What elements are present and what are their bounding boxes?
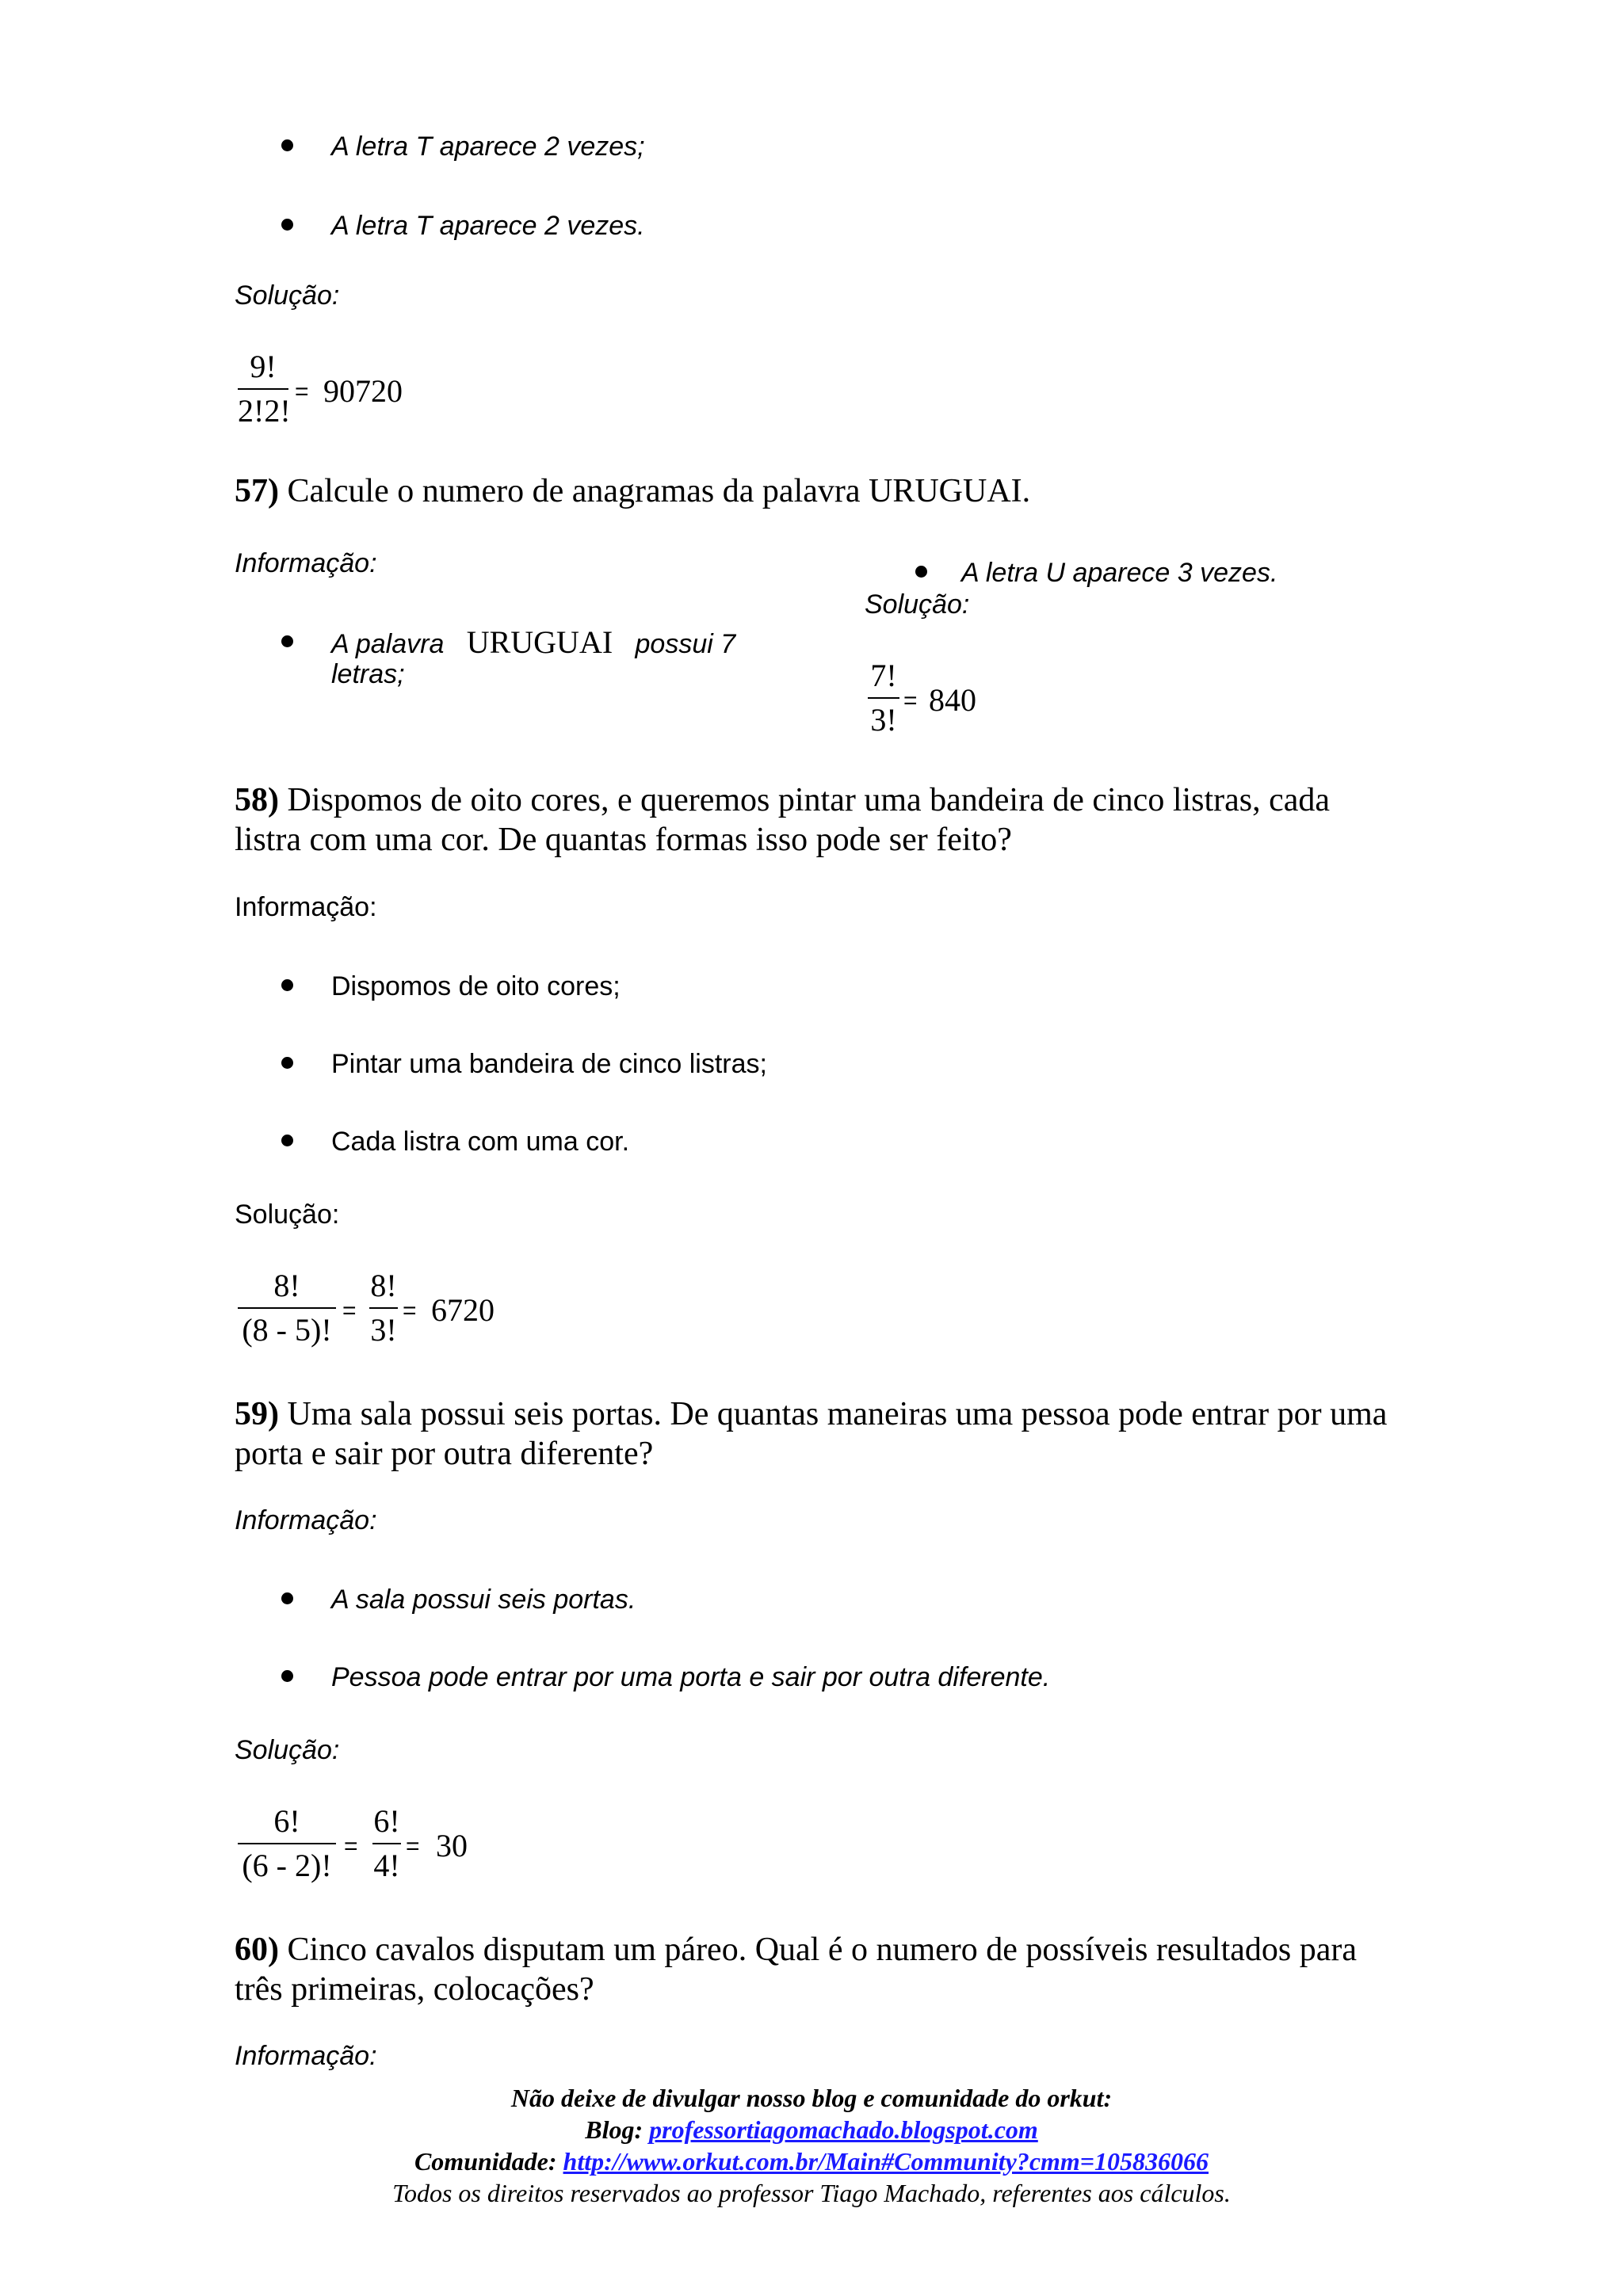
fraction-numerator: 9! (250, 349, 277, 384)
question-text: Cinco cavalos disputam um páreo. Qual é o numero de possíveis resultados para três primeiras, colocações? (235, 1932, 1357, 2008)
question-59 (235, 1394, 1400, 1474)
word-uruguai: URUGUAI (466, 624, 613, 660)
solution-label: Solução: (235, 280, 340, 311)
solution-label: Solução: (235, 1199, 340, 1230)
fraction-numerator: 8! (370, 1268, 397, 1303)
fraction-denominator: (6 - 2)! (242, 1848, 332, 1883)
bullet-text: Cada listra com uma cor. (331, 1127, 630, 1157)
fraction-numerator: 6! (273, 1803, 300, 1839)
community-link[interactable]: http://www.orkut.com.br/Main#Community?cmm=105836066 (563, 2147, 1209, 2176)
fraction (868, 658, 899, 738)
information-label: Informação: (235, 548, 377, 578)
result-value: 90720 (323, 373, 403, 409)
bullet-text-part: possui 7 (635, 629, 736, 659)
question-58 (235, 780, 1400, 860)
equals-sign: = (295, 379, 309, 405)
fraction-bar (372, 1843, 401, 1844)
fraction-denominator: 4! (373, 1848, 400, 1883)
bullet-icon (281, 139, 293, 151)
question-number: 57) (235, 473, 279, 509)
footer-blog-line (238, 2114, 1385, 2145)
solution-label: Solução: (865, 589, 970, 620)
bullet-icon (281, 979, 293, 991)
solution-label: Solução: (235, 1735, 340, 1765)
information-label: Informação: (235, 1505, 377, 1535)
equals-sign: = (903, 688, 918, 714)
bullet-icon (281, 1057, 293, 1069)
result-value: 840 (929, 682, 976, 718)
fraction-denominator: 3! (870, 702, 897, 738)
question-57 (235, 471, 1400, 511)
fraction-numerator: 8! (273, 1268, 300, 1303)
bullet-text: A letra T aparece 2 vezes; (331, 132, 645, 162)
fraction-bar (369, 1307, 398, 1309)
fraction-numerator: 6! (373, 1803, 400, 1839)
bullet-icon (915, 566, 927, 578)
bullet-text: Pintar uma bandeira de cinco listras; (331, 1049, 767, 1079)
footer-label: Blog: (585, 2115, 643, 2144)
fraction (238, 1268, 336, 1348)
bullet-text-part: A palavra (331, 629, 445, 659)
fraction (238, 1803, 336, 1884)
information-label: Informação: (235, 892, 377, 922)
footer-community-line (238, 2145, 1385, 2177)
bullet-text: A sala possui seis portas. (331, 1585, 636, 1615)
result-value: 6720 (431, 1292, 495, 1328)
question-60 (235, 1930, 1400, 2009)
bullet-text: A letra T aparece 2 vezes. (331, 211, 645, 241)
fraction (238, 349, 291, 429)
blog-link[interactable]: professortiagomachado.blogspot.com (649, 2115, 1038, 2144)
bullet-text (331, 626, 735, 661)
question-text: Uma sala possui seis portas. De quantas maneiras uma pessoa pode entrar por uma porta e sair por outra diferente? (235, 1396, 1388, 1472)
bullet-text: Pessoa pode entrar por uma porta e sair por outra diferente. (331, 1662, 1051, 1692)
bullet-text-continuation: letras; (331, 659, 405, 689)
bullet-text: A letra U aparece 3 vezes. (961, 558, 1278, 588)
equals-sign: = (342, 1298, 357, 1324)
fraction-bar (238, 388, 288, 390)
fraction-bar (238, 1843, 336, 1844)
bullet-icon (281, 219, 293, 231)
bullet-icon (281, 635, 293, 647)
fraction-bar (238, 1307, 336, 1309)
footer-line: Não deixe de divulgar nosso blog e comunidade do orkut: (510, 2084, 1113, 2112)
bullet-icon (281, 1670, 293, 1682)
result-value: 30 (436, 1828, 468, 1863)
information-label: Informação: (235, 2041, 377, 2071)
fraction-bar (868, 697, 899, 699)
page-footer (238, 2082, 1385, 2209)
fraction-numerator: 7! (870, 658, 897, 693)
question-number: 60) (235, 1932, 279, 1968)
footer-copyright: Todos os direitos reservados ao professor Tiago Machado, referentes aos cálculos. (392, 2179, 1231, 2207)
fraction-denominator: 3! (370, 1312, 397, 1348)
bullet-text: Dispomos de oito cores; (331, 971, 621, 1001)
equals-sign: = (344, 1833, 358, 1859)
footer-label: Comunidade: (414, 2147, 557, 2176)
question-number: 58) (235, 782, 279, 818)
bullet-icon (281, 1592, 293, 1604)
bullet-icon (281, 1135, 293, 1146)
question-number: 59) (235, 1396, 279, 1432)
question-text: Dispomos de oito cores, e queremos pintar uma bandeira de cinco listras, cada listra com uma cor. De quantas formas isso pode ser feito? (235, 782, 1331, 858)
question-text: Calcule o numero de anagramas da palavra URUGUAI. (287, 473, 1031, 509)
fraction-denominator: 2!2! (238, 393, 291, 429)
fraction (372, 1803, 401, 1884)
equals-sign: = (406, 1833, 420, 1859)
equals-sign: = (403, 1298, 417, 1324)
fraction (369, 1268, 398, 1348)
fraction-denominator: (8 - 5)! (242, 1312, 332, 1348)
